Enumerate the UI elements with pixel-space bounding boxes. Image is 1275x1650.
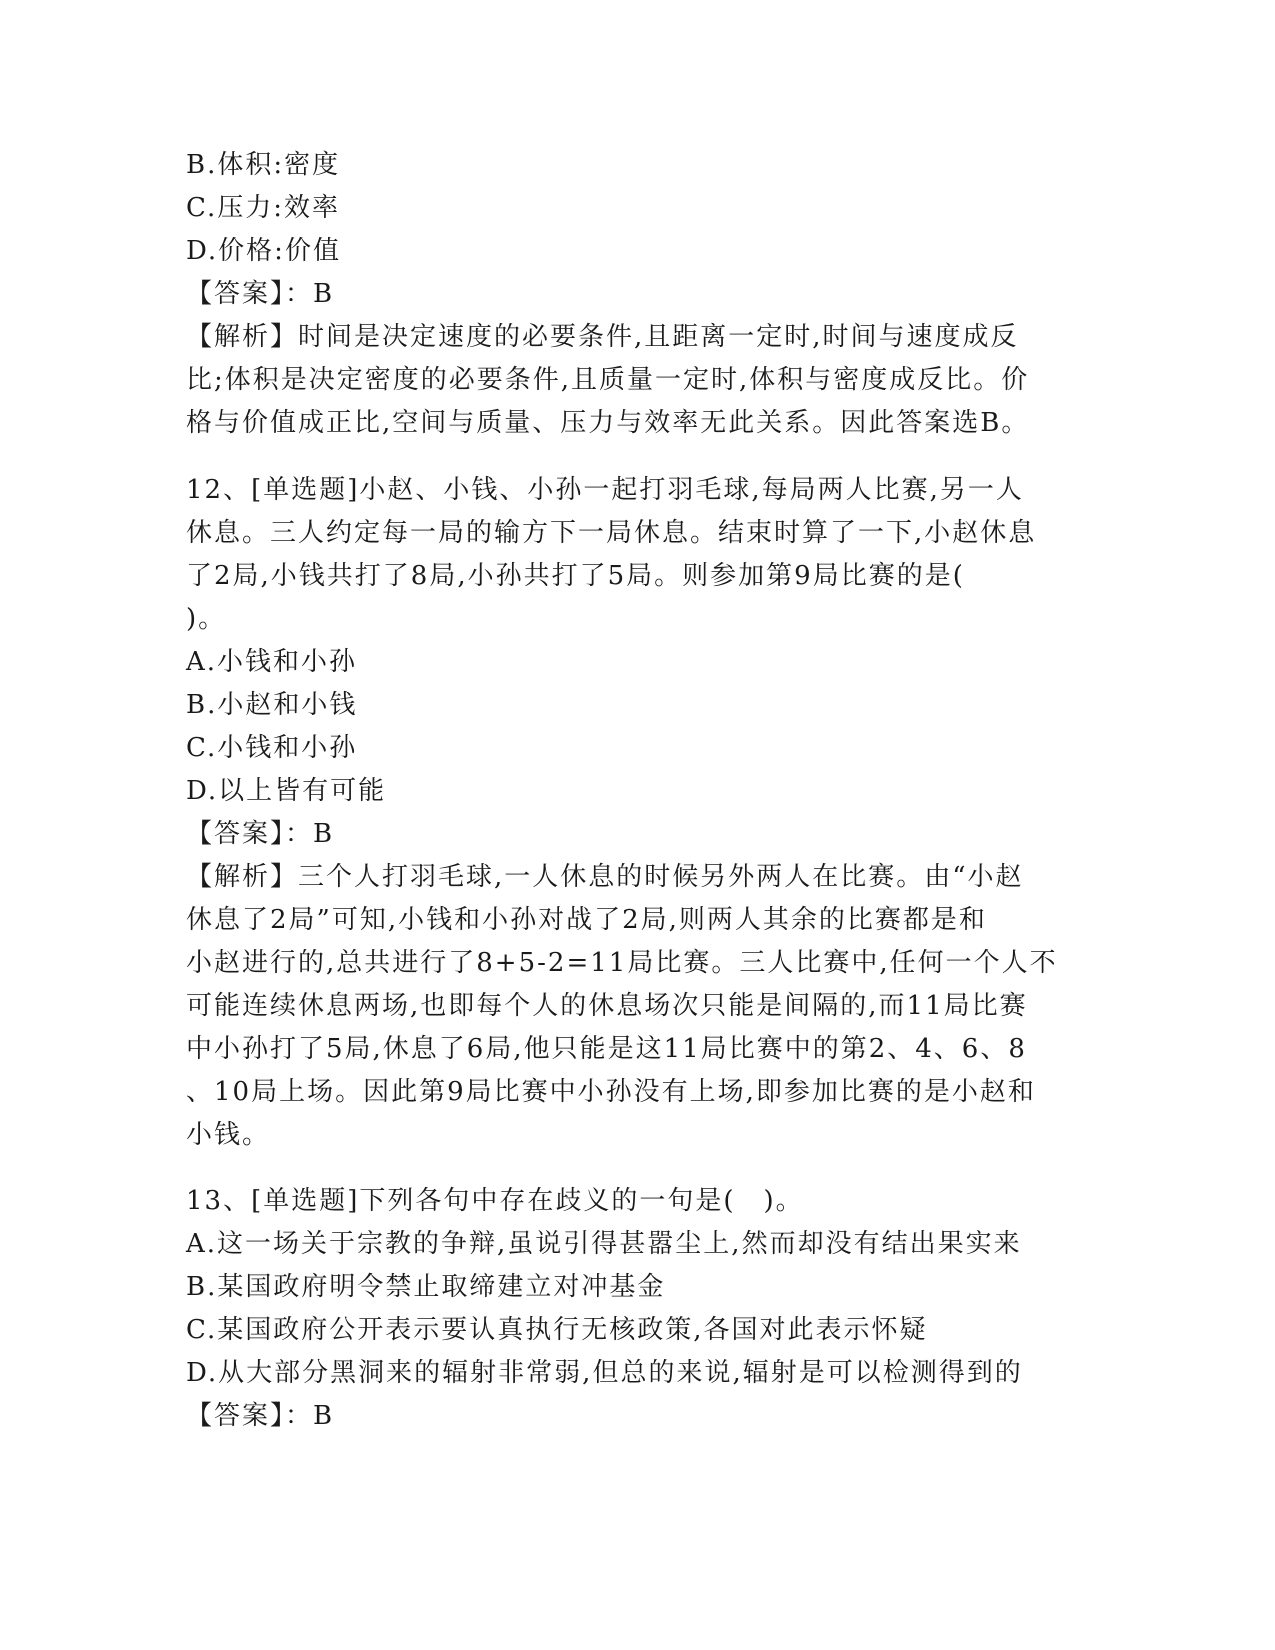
analysis-line: 格与价值成正比,空间与质量、压力与效率无此关系。因此答案选B。 [186,408,1030,438]
analysis-line: 【解析】时间是决定速度的必要条件,且距离一定时,时间与速度成反 [186,322,1019,352]
analysis-line: 中小孙打了5局,休息了6局,他只能是这11局比赛中的第2、4、6、8 [186,1034,1027,1064]
analysis-line: 休息了2局”可知,小钱和小孙对战了2局,则两人其余的比赛都是和 [186,905,987,935]
analysis-line: 可能连续休息两场,也即每个人的休息场次只能是间隔的,而11局比赛 [186,991,1028,1021]
option-b: B.体积:密度 [186,150,341,180]
option-c: C.压力:效率 [186,193,340,223]
document-content [186,144,1086,1438]
spacer [186,1157,1086,1180]
option-c: C.某国政府公开表示要认真执行无核政策,各国对此表示怀疑 [186,1315,928,1345]
question-13-block [186,1180,1086,1438]
option-c: C.小钱和小孙 [186,733,358,763]
option-d: D.以上皆有可能 [186,776,387,806]
answer: 【答案】：B [186,1401,335,1431]
option-d: D.价格:价值 [186,236,341,266]
spacer [186,445,1086,469]
option-b: B.某国政府明令禁止取缔建立对冲基金 [186,1272,666,1302]
question-stem-line: 12、[单选题]小赵、小钱、小孙一起打羽毛球,每局两人比赛,另一人 [186,475,1024,505]
option-a: A.这一场关于宗教的争辩,虽说引得甚嚣尘上,然而却没有结出果实来 [186,1229,1022,1259]
answer: 【答案】：B [186,819,335,849]
answer: 【答案】：B [186,279,335,309]
question-stem-line: 了2局,小钱共打了8局,小孙共打了5局。则参加第9局比赛的是( [186,561,965,591]
option-d: D.从大部分黑洞来的辐射非常弱,但总的来说,辐射是可以检测得到的 [186,1358,1023,1388]
analysis-line: 【解析】三个人打羽毛球,一人休息的时候另外两人在比赛。由“小赵 [186,862,1024,892]
question-stem-line: )。 [186,604,227,634]
question-12-block [186,469,1086,1157]
analysis-line: 比;体积是决定密度的必要条件,且质量一定时,体积与密度成反比。价 [186,365,1030,395]
question-stem-line: 13、[单选题]下列各句中存在歧义的一句是( )。 [186,1186,804,1216]
analysis-line: 小赵进行的,总共进行了8+5-2=11局比赛。三人比赛中,任何一个人不 [186,948,1058,978]
question-stem-line: 休息。三人约定每一局的输方下一局休息。结束时算了一下,小赵休息 [186,518,1037,548]
analysis-line: 、10局上场。因此第9局比赛中小孙没有上场,即参加比赛的是小赵和 [186,1077,1036,1107]
option-b: B.小赵和小钱 [186,690,358,720]
option-a: A.小钱和小孙 [186,647,358,677]
prev-question-block [186,144,1086,445]
analysis-line: 小钱。 [186,1120,271,1150]
